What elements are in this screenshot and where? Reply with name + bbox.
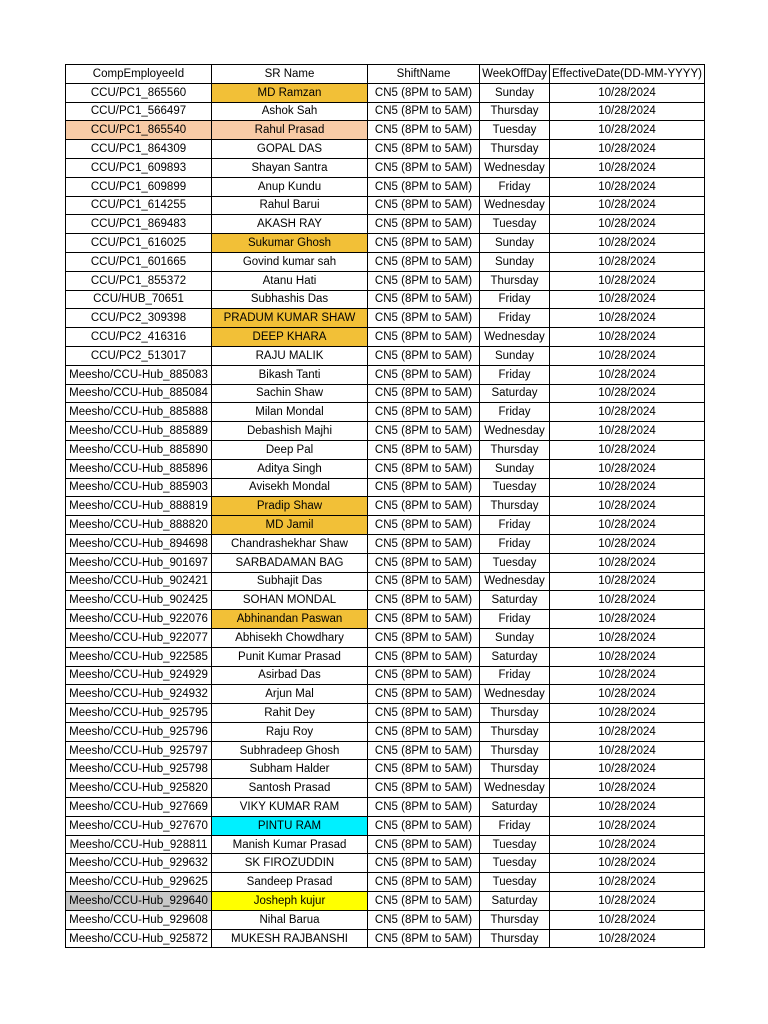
effective-date-cell[interactable]: 10/28/2024 <box>550 685 705 704</box>
table-row <box>66 440 705 459</box>
sr-name-cell[interactable]: Rahul Barui <box>212 196 368 215</box>
sr-name-cell[interactable]: VIKY KUMAR RAM <box>212 798 368 817</box>
shift-name-cell[interactable]: CN5 (8PM to 5AM) <box>368 309 480 328</box>
comp-employee-id-cell[interactable]: Meesho/CCU-Hub_885889 <box>66 422 212 441</box>
effective-date-cell[interactable]: 10/28/2024 <box>550 647 705 666</box>
week-off-day-cell[interactable]: Friday <box>480 177 550 196</box>
sr-name-cell[interactable]: Josheph kujur <box>212 892 368 911</box>
shift-name-cell[interactable]: CN5 (8PM to 5AM) <box>368 591 480 610</box>
shift-name-cell[interactable]: CN5 (8PM to 5AM) <box>368 873 480 892</box>
effective-date-cell[interactable]: 10/28/2024 <box>550 121 705 140</box>
sr-name-cell[interactable]: Sandeep Prasad <box>212 873 368 892</box>
effective-date-cell[interactable]: 10/28/2024 <box>550 873 705 892</box>
shift-name-cell[interactable]: CN5 (8PM to 5AM) <box>368 121 480 140</box>
sr-name-cell[interactable]: SK FIROZUDDIN <box>212 854 368 873</box>
table-row <box>66 628 705 647</box>
effective-date-cell[interactable]: 10/28/2024 <box>550 628 705 647</box>
table-row <box>66 591 705 610</box>
sr-name-cell[interactable]: Chandrashekhar Shaw <box>212 534 368 553</box>
table-row <box>66 271 705 290</box>
week-off-day-cell[interactable]: Friday <box>480 534 550 553</box>
sr-name-cell[interactable]: Santosh Prasad <box>212 779 368 798</box>
effective-date-cell[interactable]: 10/28/2024 <box>550 779 705 798</box>
table-row <box>66 459 705 478</box>
header-row <box>66 65 705 84</box>
sr-name-cell[interactable]: GOPAL DAS <box>212 140 368 159</box>
table-body <box>66 83 705 948</box>
sr-name-cell[interactable]: MD Ramzan <box>212 83 368 102</box>
shift-name-cell[interactable]: CN5 (8PM to 5AM) <box>368 365 480 384</box>
table-row <box>66 365 705 384</box>
sr-name-cell[interactable]: DEEP KHARA <box>212 328 368 347</box>
sr-name-cell[interactable]: Asirbad Das <box>212 666 368 685</box>
effective-date-cell[interactable]: 10/28/2024 <box>550 760 705 779</box>
sr-name-cell[interactable]: PRADUM KUMAR SHAW <box>212 309 368 328</box>
week-off-day-cell[interactable]: Tuesday <box>480 553 550 572</box>
sr-name-cell[interactable]: Nihal Barua <box>212 910 368 929</box>
sr-name-cell[interactable]: Subham Halder <box>212 760 368 779</box>
table-row <box>66 760 705 779</box>
comp-employee-id-cell[interactable]: CCU/PC1_566497 <box>66 102 212 121</box>
shift-name-cell[interactable]: CN5 (8PM to 5AM) <box>368 722 480 741</box>
shift-name-cell[interactable]: CN5 (8PM to 5AM) <box>368 215 480 234</box>
shift-name-cell[interactable]: CN5 (8PM to 5AM) <box>368 102 480 121</box>
comp-employee-id-cell[interactable]: CCU/HUB_70651 <box>66 290 212 309</box>
comp-employee-id-cell[interactable]: Meesho/CCU-Hub_924929 <box>66 666 212 685</box>
shift-name-cell[interactable]: CN5 (8PM to 5AM) <box>368 346 480 365</box>
effective-date-cell[interactable]: 10/28/2024 <box>550 459 705 478</box>
shift-name-cell[interactable]: CN5 (8PM to 5AM) <box>368 704 480 723</box>
week-off-day-cell[interactable]: Wednesday <box>480 685 550 704</box>
comp-employee-id-cell[interactable]: Meesho/CCU-Hub_885896 <box>66 459 212 478</box>
week-off-day-cell[interactable]: Sunday <box>480 252 550 271</box>
week-off-day-cell[interactable]: Friday <box>480 290 550 309</box>
sr-name-cell[interactable]: Arjun Mal <box>212 685 368 704</box>
shift-name-cell[interactable]: CN5 (8PM to 5AM) <box>368 741 480 760</box>
shift-name-cell[interactable]: CN5 (8PM to 5AM) <box>368 798 480 817</box>
week-off-day-cell[interactable]: Thursday <box>480 497 550 516</box>
week-off-day-cell[interactable]: Wednesday <box>480 158 550 177</box>
shift-name-cell[interactable]: CN5 (8PM to 5AM) <box>368 685 480 704</box>
week-off-day-cell[interactable]: Friday <box>480 309 550 328</box>
effective-date-cell[interactable]: 10/28/2024 <box>550 497 705 516</box>
sr-name-cell[interactable]: SARBADAMAN BAG <box>212 553 368 572</box>
week-off-day-cell[interactable]: Tuesday <box>480 854 550 873</box>
week-off-day-cell[interactable]: Tuesday <box>480 478 550 497</box>
header-comp-employee-id: CompEmployeeId <box>66 65 212 84</box>
shift-name-cell[interactable]: CN5 (8PM to 5AM) <box>368 271 480 290</box>
sr-name-cell[interactable]: Avisekh Mondal <box>212 478 368 497</box>
week-off-day-cell[interactable]: Saturday <box>480 798 550 817</box>
week-off-day-cell[interactable]: Thursday <box>480 704 550 723</box>
comp-employee-id-cell[interactable]: Meesho/CCU-Hub_888820 <box>66 516 212 535</box>
comp-employee-id-cell[interactable]: CCU/PC1_869483 <box>66 215 212 234</box>
comp-employee-id-cell[interactable]: CCU/PC1_865560 <box>66 83 212 102</box>
effective-date-cell[interactable]: 10/28/2024 <box>550 102 705 121</box>
week-off-day-cell[interactable]: Saturday <box>480 591 550 610</box>
effective-date-cell[interactable]: 10/28/2024 <box>550 722 705 741</box>
table-row <box>66 422 705 441</box>
effective-date-cell[interactable]: 10/28/2024 <box>550 346 705 365</box>
sr-name-cell[interactable]: MD Jamil <box>212 516 368 535</box>
shift-name-cell[interactable]: CN5 (8PM to 5AM) <box>368 854 480 873</box>
table-row <box>66 102 705 121</box>
effective-date-cell[interactable]: 10/28/2024 <box>550 816 705 835</box>
shift-name-cell[interactable]: CN5 (8PM to 5AM) <box>368 835 480 854</box>
comp-employee-id-cell[interactable]: Meesho/CCU-Hub_929640 <box>66 892 212 911</box>
sr-name-cell[interactable]: Ashok Sah <box>212 102 368 121</box>
sr-name-cell[interactable]: Govind kumar sah <box>212 252 368 271</box>
week-off-day-cell[interactable]: Wednesday <box>480 572 550 591</box>
sr-name-cell[interactable]: Deep Pal <box>212 440 368 459</box>
week-off-day-cell[interactable]: Sunday <box>480 459 550 478</box>
effective-date-cell[interactable]: 10/28/2024 <box>550 403 705 422</box>
sr-name-cell[interactable]: Raju Roy <box>212 722 368 741</box>
sr-name-cell[interactable]: PINTU RAM <box>212 816 368 835</box>
effective-date-cell[interactable]: 10/28/2024 <box>550 553 705 572</box>
table-row <box>66 140 705 159</box>
effective-date-cell[interactable]: 10/28/2024 <box>550 610 705 629</box>
table-row <box>66 779 705 798</box>
week-off-day-cell[interactable]: Thursday <box>480 910 550 929</box>
comp-employee-id-cell[interactable]: CCU/PC1_601665 <box>66 252 212 271</box>
comp-employee-id-cell[interactable]: Meesho/CCU-Hub_885084 <box>66 384 212 403</box>
effective-date-cell[interactable]: 10/28/2024 <box>550 516 705 535</box>
sr-name-cell[interactable]: Pradip Shaw <box>212 497 368 516</box>
comp-employee-id-cell[interactable]: CCU/PC1_609893 <box>66 158 212 177</box>
effective-date-cell[interactable]: 10/28/2024 <box>550 892 705 911</box>
shift-name-cell[interactable]: CN5 (8PM to 5AM) <box>368 610 480 629</box>
shift-name-cell[interactable]: CN5 (8PM to 5AM) <box>368 196 480 215</box>
week-off-day-cell[interactable]: Thursday <box>480 102 550 121</box>
week-off-day-cell[interactable]: Wednesday <box>480 422 550 441</box>
effective-date-cell[interactable]: 10/28/2024 <box>550 140 705 159</box>
week-off-day-cell[interactable]: Tuesday <box>480 873 550 892</box>
effective-date-cell[interactable]: 10/28/2024 <box>550 158 705 177</box>
comp-employee-id-cell[interactable]: Meesho/CCU-Hub_922076 <box>66 610 212 629</box>
table-row <box>66 83 705 102</box>
week-off-day-cell[interactable]: Saturday <box>480 647 550 666</box>
effective-date-cell[interactable]: 10/28/2024 <box>550 290 705 309</box>
table-row <box>66 647 705 666</box>
week-off-day-cell[interactable]: Friday <box>480 816 550 835</box>
week-off-day-cell[interactable]: Sunday <box>480 234 550 253</box>
week-off-day-cell[interactable]: Friday <box>480 365 550 384</box>
comp-employee-id-cell[interactable]: CCU/PC2_416316 <box>66 328 212 347</box>
comp-employee-id-cell[interactable]: Meesho/CCU-Hub_927669 <box>66 798 212 817</box>
shift-name-cell[interactable]: CN5 (8PM to 5AM) <box>368 328 480 347</box>
employee-shift-table <box>65 64 705 948</box>
week-off-day-cell[interactable]: Sunday <box>480 628 550 647</box>
comp-employee-id-cell[interactable]: CCU/PC2_309398 <box>66 309 212 328</box>
sr-name-cell[interactable]: Atanu Hati <box>212 271 368 290</box>
effective-date-cell[interactable]: 10/28/2024 <box>550 271 705 290</box>
week-off-day-cell[interactable]: Thursday <box>480 271 550 290</box>
effective-date-cell[interactable]: 10/28/2024 <box>550 591 705 610</box>
table-row <box>66 478 705 497</box>
effective-date-cell[interactable]: 10/28/2024 <box>550 798 705 817</box>
sr-name-cell[interactable]: Subhradeep Ghosh <box>212 741 368 760</box>
shift-name-cell[interactable]: CN5 (8PM to 5AM) <box>368 403 480 422</box>
shift-name-cell[interactable]: CN5 (8PM to 5AM) <box>368 384 480 403</box>
effective-date-cell[interactable]: 10/28/2024 <box>550 384 705 403</box>
table-row <box>66 177 705 196</box>
comp-employee-id-cell[interactable]: Meesho/CCU-Hub_902425 <box>66 591 212 610</box>
comp-employee-id-cell[interactable]: Meesho/CCU-Hub_925796 <box>66 722 212 741</box>
effective-date-cell[interactable]: 10/28/2024 <box>550 854 705 873</box>
shift-name-cell[interactable]: CN5 (8PM to 5AM) <box>368 929 480 948</box>
table-row <box>66 158 705 177</box>
table-row <box>66 722 705 741</box>
week-off-day-cell[interactable]: Friday <box>480 516 550 535</box>
week-off-day-cell[interactable]: Tuesday <box>480 835 550 854</box>
table-row <box>66 816 705 835</box>
week-off-day-cell[interactable]: Tuesday <box>480 215 550 234</box>
sr-name-cell[interactable]: AKASH RAY <box>212 215 368 234</box>
shift-name-cell[interactable]: CN5 (8PM to 5AM) <box>368 252 480 271</box>
effective-date-cell[interactable]: 10/28/2024 <box>550 234 705 253</box>
shift-name-cell[interactable]: CN5 (8PM to 5AM) <box>368 553 480 572</box>
table-row <box>66 892 705 911</box>
shift-name-cell[interactable]: CN5 (8PM to 5AM) <box>368 760 480 779</box>
table-row <box>66 666 705 685</box>
table-row <box>66 835 705 854</box>
comp-employee-id-cell[interactable]: Meesho/CCU-Hub_929632 <box>66 854 212 873</box>
shift-name-cell[interactable]: CN5 (8PM to 5AM) <box>368 572 480 591</box>
effective-date-cell[interactable]: 10/28/2024 <box>550 83 705 102</box>
comp-employee-id-cell[interactable]: Meesho/CCU-Hub_885890 <box>66 440 212 459</box>
sr-name-cell[interactable]: Aditya Singh <box>212 459 368 478</box>
table-row <box>66 572 705 591</box>
shift-name-cell[interactable]: CN5 (8PM to 5AM) <box>368 422 480 441</box>
shift-name-cell[interactable]: CN5 (8PM to 5AM) <box>368 158 480 177</box>
week-off-day-cell[interactable]: Friday <box>480 610 550 629</box>
comp-employee-id-cell[interactable]: CCU/PC1_609899 <box>66 177 212 196</box>
effective-date-cell[interactable]: 10/28/2024 <box>550 422 705 441</box>
shift-name-cell[interactable]: CN5 (8PM to 5AM) <box>368 83 480 102</box>
week-off-day-cell[interactable]: Thursday <box>480 760 550 779</box>
effective-date-cell[interactable]: 10/28/2024 <box>550 835 705 854</box>
comp-employee-id-cell[interactable]: Meesho/CCU-Hub_925798 <box>66 760 212 779</box>
shift-name-cell[interactable]: CN5 (8PM to 5AM) <box>368 459 480 478</box>
comp-employee-id-cell[interactable]: Meesho/CCU-Hub_925872 <box>66 929 212 948</box>
shift-name-cell[interactable]: CN5 (8PM to 5AM) <box>368 290 480 309</box>
table-row <box>66 196 705 215</box>
week-off-day-cell[interactable]: Sunday <box>480 83 550 102</box>
sr-name-cell[interactable]: Subhashis Das <box>212 290 368 309</box>
shift-name-cell[interactable]: CN5 (8PM to 5AM) <box>368 516 480 535</box>
effective-date-cell[interactable]: 10/28/2024 <box>550 177 705 196</box>
shift-name-cell[interactable]: CN5 (8PM to 5AM) <box>368 628 480 647</box>
shift-name-cell[interactable]: CN5 (8PM to 5AM) <box>368 647 480 666</box>
table-row <box>66 384 705 403</box>
sr-name-cell[interactable]: Shayan Santra <box>212 158 368 177</box>
shift-name-cell[interactable]: CN5 (8PM to 5AM) <box>368 234 480 253</box>
effective-date-cell[interactable]: 10/28/2024 <box>550 328 705 347</box>
table-row <box>66 290 705 309</box>
comp-employee-id-cell[interactable]: CCU/PC2_513017 <box>66 346 212 365</box>
comp-employee-id-cell[interactable]: Meesho/CCU-Hub_924932 <box>66 685 212 704</box>
comp-employee-id-cell[interactable]: CCU/PC1_614255 <box>66 196 212 215</box>
table-row <box>66 346 705 365</box>
sr-name-cell[interactable]: Debashish Majhi <box>212 422 368 441</box>
comp-employee-id-cell[interactable]: Meesho/CCU-Hub_922585 <box>66 647 212 666</box>
comp-employee-id-cell[interactable]: Meesho/CCU-Hub_929625 <box>66 873 212 892</box>
comp-employee-id-cell[interactable]: Meesho/CCU-Hub_928811 <box>66 835 212 854</box>
effective-date-cell[interactable]: 10/28/2024 <box>550 478 705 497</box>
sr-name-cell[interactable]: Rahit Dey <box>212 704 368 723</box>
comp-employee-id-cell[interactable]: CCU/PC1_855372 <box>66 271 212 290</box>
shift-name-cell[interactable]: CN5 (8PM to 5AM) <box>368 816 480 835</box>
shift-name-cell[interactable]: CN5 (8PM to 5AM) <box>368 892 480 911</box>
table-row <box>66 873 705 892</box>
comp-employee-id-cell[interactable]: CCU/PC1_865540 <box>66 121 212 140</box>
effective-date-cell[interactable]: 10/28/2024 <box>550 440 705 459</box>
comp-employee-id-cell[interactable]: Meesho/CCU-Hub_888819 <box>66 497 212 516</box>
comp-employee-id-cell[interactable]: Meesho/CCU-Hub_927670 <box>66 816 212 835</box>
comp-employee-id-cell[interactable]: Meesho/CCU-Hub_925795 <box>66 704 212 723</box>
week-off-day-cell[interactable]: Saturday <box>480 384 550 403</box>
week-off-day-cell[interactable]: Thursday <box>480 440 550 459</box>
table-row <box>66 328 705 347</box>
week-off-day-cell[interactable]: Wednesday <box>480 196 550 215</box>
comp-employee-id-cell[interactable]: CCU/PC1_864309 <box>66 140 212 159</box>
table-row <box>66 403 705 422</box>
shift-name-cell[interactable]: CN5 (8PM to 5AM) <box>368 666 480 685</box>
week-off-day-cell[interactable]: Tuesday <box>480 121 550 140</box>
effective-date-cell[interactable]: 10/28/2024 <box>550 252 705 271</box>
week-off-day-cell[interactable]: Saturday <box>480 892 550 911</box>
shift-name-cell[interactable]: CN5 (8PM to 5AM) <box>368 497 480 516</box>
sr-name-cell[interactable]: Sukumar Ghosh <box>212 234 368 253</box>
week-off-day-cell[interactable]: Wednesday <box>480 779 550 798</box>
comp-employee-id-cell[interactable]: Meesho/CCU-Hub_885888 <box>66 403 212 422</box>
effective-date-cell[interactable]: 10/28/2024 <box>550 741 705 760</box>
effective-date-cell[interactable]: 10/28/2024 <box>550 534 705 553</box>
effective-date-cell[interactable]: 10/28/2024 <box>550 704 705 723</box>
effective-date-cell[interactable]: 10/28/2024 <box>550 910 705 929</box>
table-row <box>66 497 705 516</box>
sr-name-cell[interactable]: Abhisekh Chowdhary <box>212 628 368 647</box>
shift-name-cell[interactable]: CN5 (8PM to 5AM) <box>368 140 480 159</box>
table-row <box>66 741 705 760</box>
sr-name-cell[interactable]: Punit Kumar Prasad <box>212 647 368 666</box>
shift-name-cell[interactable]: CN5 (8PM to 5AM) <box>368 534 480 553</box>
shift-name-cell[interactable]: CN5 (8PM to 5AM) <box>368 910 480 929</box>
shift-name-cell[interactable]: CN5 (8PM to 5AM) <box>368 440 480 459</box>
sr-name-cell[interactable]: RAJU MALIK <box>212 346 368 365</box>
comp-employee-id-cell[interactable]: Meesho/CCU-Hub_925820 <box>66 779 212 798</box>
sr-name-cell[interactable]: MUKESH RAJBANSHI <box>212 929 368 948</box>
table-row <box>66 685 705 704</box>
week-off-day-cell[interactable]: Thursday <box>480 722 550 741</box>
effective-date-cell[interactable]: 10/28/2024 <box>550 196 705 215</box>
week-off-day-cell[interactable]: Wednesday <box>480 328 550 347</box>
comp-employee-id-cell[interactable]: Meesho/CCU-Hub_929608 <box>66 910 212 929</box>
table-row <box>66 534 705 553</box>
table-row <box>66 854 705 873</box>
sr-name-cell[interactable]: Manish Kumar Prasad <box>212 835 368 854</box>
header-sr-name: SR Name <box>212 65 368 84</box>
table-row <box>66 252 705 271</box>
header-week-off-day: WeekOffDay <box>480 65 550 84</box>
comp-employee-id-cell[interactable]: Meesho/CCU-Hub_922077 <box>66 628 212 647</box>
sr-name-cell[interactable]: SOHAN MONDAL <box>212 591 368 610</box>
week-off-day-cell[interactable]: Thursday <box>480 929 550 948</box>
week-off-day-cell[interactable]: Thursday <box>480 140 550 159</box>
effective-date-cell[interactable]: 10/28/2024 <box>550 365 705 384</box>
table-row <box>66 234 705 253</box>
comp-employee-id-cell[interactable]: Meesho/CCU-Hub_885083 <box>66 365 212 384</box>
shift-name-cell[interactable]: CN5 (8PM to 5AM) <box>368 779 480 798</box>
week-off-day-cell[interactable]: Thursday <box>480 741 550 760</box>
comp-employee-id-cell[interactable]: Meesho/CCU-Hub_894698 <box>66 534 212 553</box>
comp-employee-id-cell[interactable]: Meesho/CCU-Hub_925797 <box>66 741 212 760</box>
week-off-day-cell[interactable]: Friday <box>480 666 550 685</box>
table-row <box>66 309 705 328</box>
table-row <box>66 121 705 140</box>
table-row <box>66 798 705 817</box>
comp-employee-id-cell[interactable]: Meesho/CCU-Hub_902421 <box>66 572 212 591</box>
week-off-day-cell[interactable]: Sunday <box>480 346 550 365</box>
table-row <box>66 516 705 535</box>
week-off-day-cell[interactable]: Friday <box>480 403 550 422</box>
table-row <box>66 553 705 572</box>
sr-name-cell[interactable]: Rahul Prasad <box>212 121 368 140</box>
header-effective-date: EffectiveDate(DD-MM-YYYY) <box>550 65 705 84</box>
table-row <box>66 215 705 234</box>
table-row <box>66 704 705 723</box>
sr-name-cell[interactable]: Anup Kundu <box>212 177 368 196</box>
effective-date-cell[interactable]: 10/28/2024 <box>550 215 705 234</box>
shift-name-cell[interactable]: CN5 (8PM to 5AM) <box>368 478 480 497</box>
sr-name-cell[interactable]: Sachin Shaw <box>212 384 368 403</box>
effective-date-cell[interactable]: 10/28/2024 <box>550 572 705 591</box>
effective-date-cell[interactable]: 10/28/2024 <box>550 309 705 328</box>
comp-employee-id-cell[interactable]: CCU/PC1_616025 <box>66 234 212 253</box>
sr-name-cell[interactable]: Milan Mondal <box>212 403 368 422</box>
header-shift-name: ShiftName <box>368 65 480 84</box>
sr-name-cell[interactable]: Subhajit Das <box>212 572 368 591</box>
sr-name-cell[interactable]: Bikash Tanti <box>212 365 368 384</box>
comp-employee-id-cell[interactable]: Meesho/CCU-Hub_901697 <box>66 553 212 572</box>
comp-employee-id-cell[interactable]: Meesho/CCU-Hub_885903 <box>66 478 212 497</box>
effective-date-cell[interactable]: 10/28/2024 <box>550 929 705 948</box>
sr-name-cell[interactable]: Abhinandan Paswan <box>212 610 368 629</box>
table-row <box>66 910 705 929</box>
effective-date-cell[interactable]: 10/28/2024 <box>550 666 705 685</box>
table-row <box>66 929 705 948</box>
shift-name-cell[interactable]: CN5 (8PM to 5AM) <box>368 177 480 196</box>
table-row <box>66 610 705 629</box>
